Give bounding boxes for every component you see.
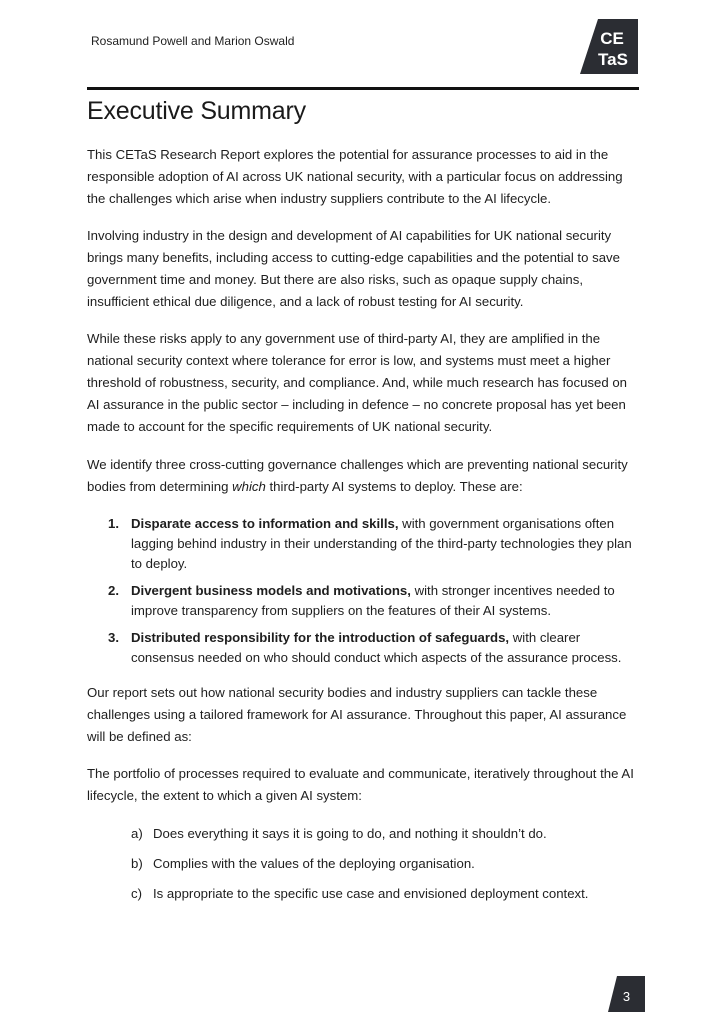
challenges-intro bbox=[87, 454, 642, 498]
challenge-description: with clearer consensus needed on who should conduct which aspects of the assurance process. bbox=[131, 630, 622, 665]
criteria-label: b) bbox=[131, 856, 143, 871]
challenge-item bbox=[108, 628, 636, 668]
challenge-title: Disparate access to information and skills, bbox=[131, 516, 399, 531]
logo-text-line1: CE bbox=[600, 29, 624, 48]
challenge-number: 3. bbox=[108, 630, 119, 645]
paragraph-2: Involving industry in the design and development of AI capabilities for UK national security brings many benefits, including access to cutting-edge capabilities and the potential to save government time and money. But there are also risks, such as opaque supply chains, insufficient ethical due diligence, and a lack of robust testing for AI security. bbox=[87, 228, 620, 309]
criteria-item bbox=[131, 885, 631, 915]
challenges-list bbox=[108, 514, 636, 675]
assurance-definition: The portfolio of processes required to evaluate and communicate, iteratively throughout the AI lifecycle, the extent to which a given AI system: bbox=[87, 766, 634, 803]
criteria-label: c) bbox=[131, 886, 142, 901]
criteria-text: Complies with the values of the deploying organisation. bbox=[153, 856, 475, 871]
logo-text-line2: TaS bbox=[598, 50, 628, 69]
challenge-description: with stronger incentives needed to improve transparency from suppliers on the features of their AI systems. bbox=[131, 583, 615, 618]
author-names: Rosamund Powell and Marion Oswald bbox=[91, 34, 295, 48]
cetas-logo bbox=[580, 19, 638, 74]
challenge-number: 2. bbox=[108, 583, 119, 598]
intro-text-after: third-party AI systems to deploy. These are: bbox=[265, 479, 523, 494]
intro-text-before: We identify three cross-cutting governance challenges which are preventing national security bodies from determining bbox=[87, 457, 628, 494]
page-title: Executive Summary bbox=[87, 97, 306, 125]
challenge-title: Distributed responsibility for the introduction of safeguards, bbox=[131, 630, 510, 645]
assurance-criteria-list bbox=[131, 825, 631, 915]
framework-paragraph: Our report sets out how national security bodies and industry suppliers can tackle these challenges using a tailored framework for AI assurance. Throughout this paper, AI assurance will be defined as: bbox=[87, 685, 627, 744]
criteria-item bbox=[131, 825, 631, 855]
criteria-text: Is appropriate to the specific use case and envisioned deployment context. bbox=[153, 886, 589, 901]
challenge-title: Divergent business models and motivations, bbox=[131, 583, 411, 598]
header-divider bbox=[87, 87, 639, 90]
criteria-text: Does everything it says it is going to do, and nothing it shouldn’t do. bbox=[153, 826, 547, 841]
criteria-label: a) bbox=[131, 826, 143, 841]
page-number: 3 bbox=[622, 989, 631, 1004]
challenge-description: with government organisations often lagging behind industry in their understanding of the third-party technologies they plan to deploy. bbox=[131, 516, 632, 571]
challenge-number: 1. bbox=[108, 516, 119, 531]
paragraph-1: This CETaS Research Report explores the potential for assurance processes to aid in the responsible adoption of AI across UK national security, with a particular focus on addressing the challenges which arise when industry suppliers contribute to the AI lifecycle. bbox=[87, 147, 623, 206]
challenge-item bbox=[108, 581, 636, 621]
criteria-item bbox=[131, 855, 631, 885]
paragraph-3: While these risks apply to any government use of third-party AI, they are amplified in the national security context where tolerance for error is low, and systems must meet a higher threshold of robustness, security, and compliance. And, while much research has focused on AI assurance in the public sector – including in defence – no concrete proposal has yet been made to account for the specific requirements of UK national security. bbox=[87, 331, 628, 434]
intro-emphasis: which bbox=[232, 479, 266, 494]
challenge-item bbox=[108, 514, 636, 574]
